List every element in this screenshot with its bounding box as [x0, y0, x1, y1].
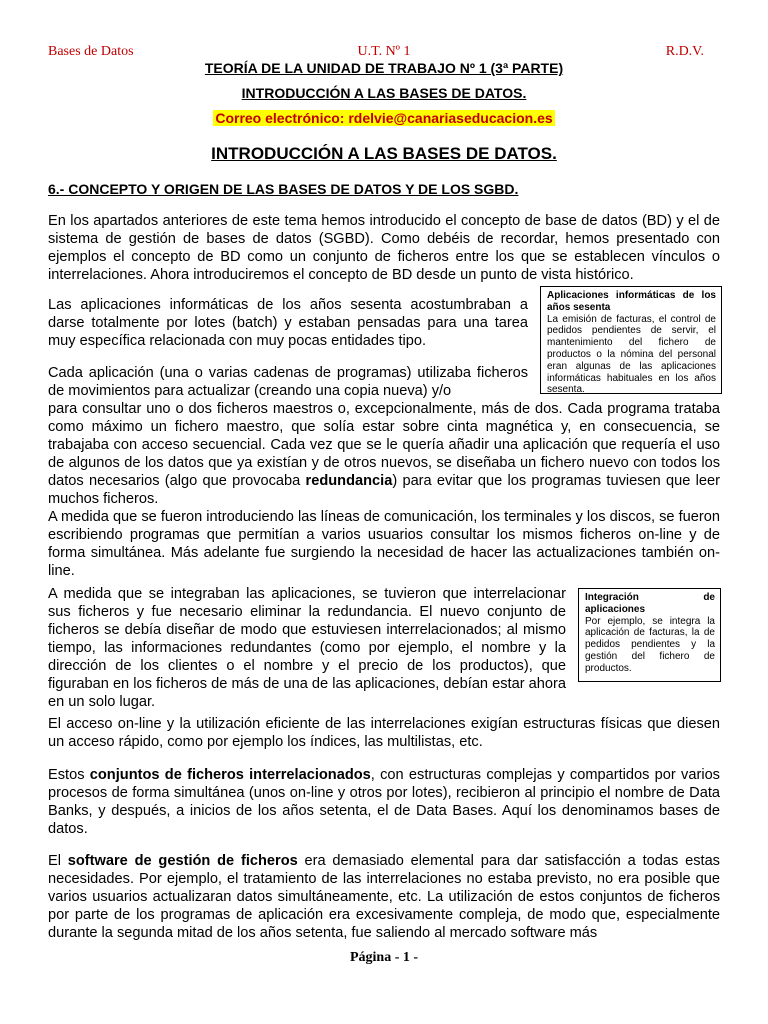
sidebar-box-body: La emisión de facturas, el control de pedidos pendientes de servir, el mantenimiento del fichero de productos o la nómina del personal eran algunas de las aplicaciones informáticas habituales en los años sesenta. — [547, 313, 716, 396]
paragraph-batch-b — [48, 400, 720, 508]
paragraph-text: El — [48, 853, 68, 869]
bold-term-redundancia: redundancia — [305, 473, 393, 489]
page-number: Página - 1 - — [349, 950, 419, 965]
main-title: INTRODUCCIÓN A LAS BASES DE DATOS. — [211, 144, 557, 163]
paragraph-online: A medida que se fueron introduciendo las líneas de comunicación, los terminales y los discos, se fueron escribiendo programas que permitían a varios usuarios consultar los mismos ficheros on-line y de forma simultánea. Más adelante fue surgiendo la necesidad de hacer las actualizaciones también on-line. — [48, 509, 720, 579]
paragraph-software — [48, 852, 720, 942]
paragraph-text: para consultar uno o dos ficheros maestros o, excepcionalmente, más de dos. Cada programa trataba como máximo un fichero maestro, que solía estar sobre cinta magnética y, en consecuencia, se trabajaba con acceso secuencial. Cada vez que se le quería añadir una aplicación que requería el uso de algunos de los datos que ya existían y de otros nuevos, se diseñaba un fichero nuevo con todos los datos necesarios (algo que provocaba — [48, 401, 720, 489]
header-center: U.T. Nº 1 — [357, 44, 411, 59]
paragraph-text: , con estructuras complejas y compartidos por varios procesos de forma simultánea (unos on-line y otros por lotes), recibieron al principio el nombre de Data Banks, y después, a inicios de los años setenta, el de Data Bases. Aquí los denominamos bases de datos. — [48, 767, 720, 837]
document-title: TEORÍA DE LA UNIDAD DE TRABAJO Nº 1 (3ª PARTE) — [204, 60, 564, 76]
sidebar-box-body: Por ejemplo, se integra la aplicación de facturas, la de pedidos pendientes y la gestión del fichero de productos. — [585, 615, 715, 674]
paragraph-physical-structures: El acceso on-line y la utilización eficiente de las interrelaciones exigían estructuras físicas que diesen un acceso rápido, como por ejemplo los índices, las multilistas, etc. — [48, 716, 720, 750]
paragraph-intro: En los apartados anteriores de este tema hemos introducido el concepto de base de datos (BD) y el de sistema de gestión de bases de datos (SGBD). Como debéis de recordar, hemos presentado con ejemplos el concepto de BD como un conjunto de ficheros entre los que se establecen vínculos o interrelaciones. Ahora introduciremos el concepto de BD desde un punto de vista histórico. — [48, 213, 720, 283]
bold-term-software: software de gestión de ficheros — [67, 853, 298, 869]
paragraph-text: ) para evitar que los programas tuviesen que leer muchos ficheros. — [48, 473, 720, 507]
paragraph-sixties: Las aplicaciones informáticas de los años sesenta acostumbraban a darse totalmente por lotes (batch) y estaban pensadas para una tarea muy específica relacionada con muy pocas entidades tipo. — [48, 297, 528, 349]
document-subtitle: INTRODUCCIÓN A LAS BASES DE DATOS. — [241, 85, 527, 101]
bold-term-conjuntos: conjuntos de ficheros interrelacionados — [89, 767, 371, 783]
email-line — [0, 110, 768, 126]
paragraph-text: Estos — [48, 767, 90, 783]
header-right: R.D.V. — [665, 44, 704, 59]
paragraph-integration: A medida que se integraban las aplicaciones, se tuvieron que interrelacionar sus ficheros y fue necesario eliminar la redundancia. El nuevo conjunto de ficheros se debía diseñar de modo que estuviesen interrelacionados; al mismo tiempo, las informaciones redundantes (como por ejemplo, el nombre y la dirección de los clientes o el nombre y el precio de los productos), que figuraban en los ficheros de más de una de las aplicaciones, debían estar ahora en un solo lugar. — [48, 586, 566, 710]
paragraph-databanks — [48, 766, 720, 838]
sidebar-box-integration — [578, 588, 721, 682]
header-left: Bases de Datos — [48, 44, 134, 59]
sidebar-box-title: Aplicaciones informáticas de los años sesenta — [547, 290, 716, 313]
section-heading: 6.- CONCEPTO Y ORIGEN DE LAS BASES DE DATOS Y DE LOS SGBD. — [48, 181, 519, 197]
paragraph-batch-a: Cada aplicación (una o varias cadenas de programas) utilizaba ficheros de movimientos para actualizar (creando una copia nueva) y/o — [48, 365, 528, 399]
paragraph-text: era demasiado elemental para dar satisfacción a todas estas necesidades. Por ejemplo, el tratamiento de las interrelaciones no estaba previsto, no era posible que varios usuarios actualizaran datos simultáneamente, etc. La utilización de estos conjuntos de ficheros por parte de los programas de aplicación era excesivamente compleja, de modo que, especialmente durante la segunda mitad de los años setenta, fue saliendo al mercado software más — [48, 853, 720, 941]
sidebar-box-title: Integración de aplicaciones — [585, 592, 715, 615]
sidebar-box-sixties — [540, 286, 722, 394]
email-highlight[interactable]: Correo electrónico: rdelvie@canariaseducacion.es — [215, 110, 553, 126]
